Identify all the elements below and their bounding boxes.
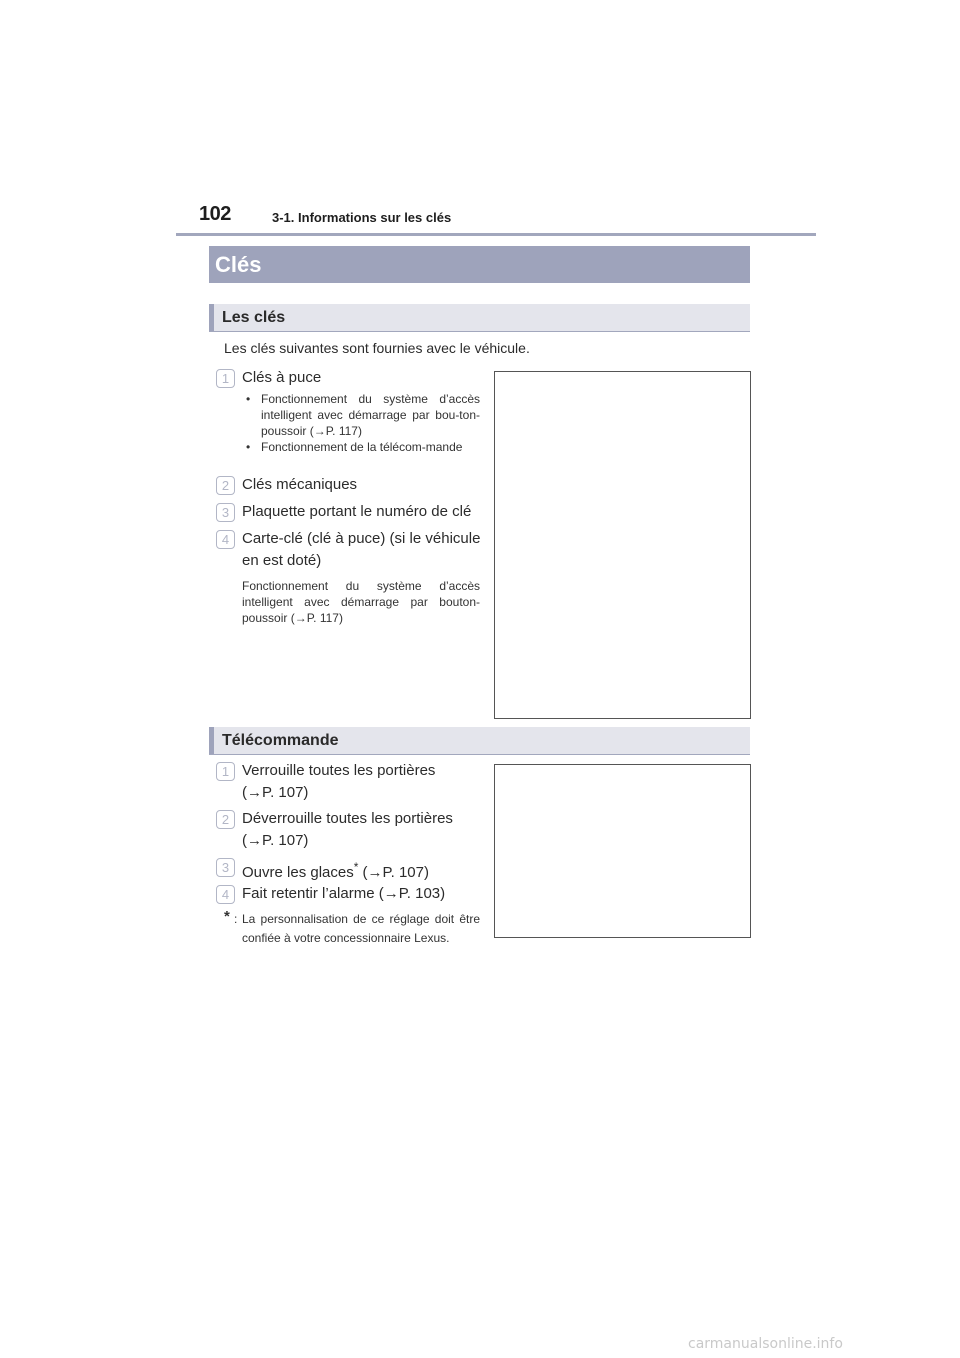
item-number: 2 bbox=[216, 476, 235, 495]
card-note: Fonctionnement du système d’accès intelligent avec démarrage par bouton-poussoir (→P. 117) bbox=[242, 579, 480, 625]
list-item: Plaquette portant le numéro de clé bbox=[242, 503, 472, 520]
intro-text: Les clés suivantes sont fournies avec le véhicule. bbox=[224, 340, 530, 356]
keys-illustration bbox=[494, 371, 751, 719]
bullet-text: Fonctionnement de la télécom-mande bbox=[261, 440, 463, 454]
section-heading-les-cles bbox=[209, 304, 750, 332]
list-item-label: Ouvre les glaces bbox=[242, 864, 354, 881]
footnote-star: * bbox=[224, 908, 230, 925]
footnote-colon: : bbox=[234, 912, 238, 926]
item-number: 2 bbox=[216, 810, 235, 829]
list-item: Verrouille toutes les portières (→P. 107) bbox=[242, 762, 436, 801]
chapter-title: 3-1. Informations sur les clés bbox=[272, 210, 452, 225]
footnote bbox=[224, 908, 480, 948]
bullet-dot: • bbox=[246, 440, 251, 454]
item-number: 3 bbox=[216, 858, 235, 877]
remote-illustration bbox=[494, 764, 751, 938]
list-item: Fait retentir l’alarme (→P. 103) bbox=[242, 885, 446, 902]
asterisk-marker: * bbox=[353, 860, 359, 874]
list-item: Clés à puce bbox=[242, 369, 322, 386]
item-number: 4 bbox=[216, 530, 235, 549]
page-title: Clés bbox=[215, 252, 262, 277]
section-accent bbox=[209, 727, 214, 754]
page-number: 102 bbox=[199, 203, 231, 225]
list-item bbox=[242, 856, 482, 884]
bullet-dot: • bbox=[246, 392, 251, 406]
watermark: carmanualsonline.info bbox=[688, 1336, 843, 1352]
section-heading-text: Les clés bbox=[222, 309, 286, 326]
list-item: Déverrouille toutes les portières (→P. 107) bbox=[242, 810, 453, 849]
section-accent bbox=[209, 304, 214, 331]
list-item-ref: (→P. 107) bbox=[358, 864, 429, 881]
bullet-item bbox=[246, 439, 480, 455]
bullet-text: Fonctionnement du système d’accès intelligent avec démarrage par bou-ton-poussoir (→P. 117) bbox=[261, 392, 480, 438]
footnote-text: La personnalisation de ce réglage doit être confiée à votre concessionnaire Lexus. bbox=[242, 912, 480, 945]
bullet-item bbox=[246, 391, 480, 439]
list-item: Carte-clé (clé à puce) (si le véhicule en est doté) bbox=[242, 530, 481, 569]
title-bar bbox=[209, 246, 750, 283]
item-number: 4 bbox=[216, 885, 235, 904]
header-rule bbox=[176, 233, 816, 236]
item-number: 3 bbox=[216, 503, 235, 522]
list-item: Clés mécaniques bbox=[242, 476, 358, 493]
section-heading-telecommande bbox=[209, 727, 750, 755]
section-heading-text: Télécommande bbox=[222, 732, 339, 749]
item-number: 1 bbox=[216, 369, 235, 388]
item-number: 1 bbox=[216, 762, 235, 781]
